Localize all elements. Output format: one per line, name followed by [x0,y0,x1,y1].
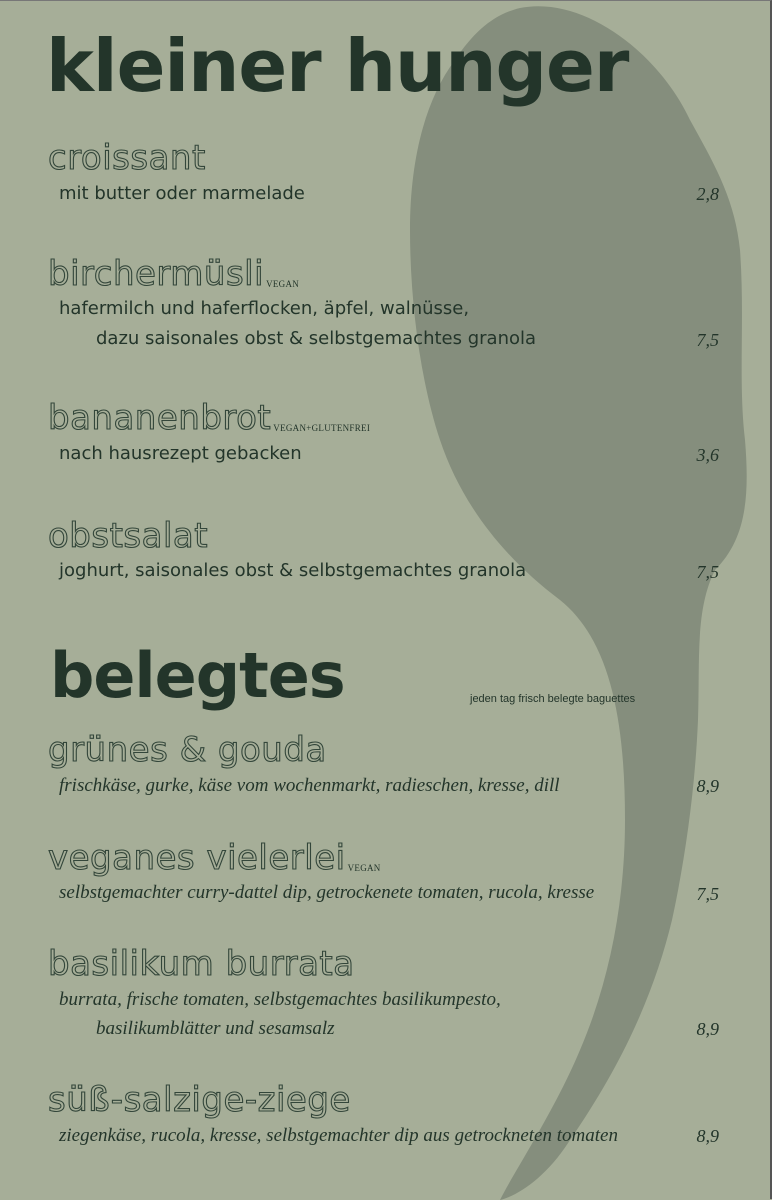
item-description-line-2: basilikumblätter und sesamsalz [96,1018,335,1039]
item-description: joghurt, saisonales obst & selbstgemachtes granola [59,560,527,581]
section-subtitle: jeden tag frisch belegte baguettes [470,693,636,705]
item-name: grünes & gouda [48,730,327,770]
item-price: 8,9 [696,1019,719,1039]
item-description: burrata, frische tomaten, selbstgemachtes basilikumpesto, [59,989,501,1010]
item-description: nach hausrezept gebacken [59,443,302,464]
item-price: 2,8 [696,184,719,204]
item-tag: VEGAN+GLUTENFREI [273,423,371,433]
item-name: veganes vielerlei VEGAN [48,838,381,878]
item-name: obstsalat [48,516,209,556]
item-name: bananenbrot VEGAN+GLUTENFREI [48,398,371,438]
item-description: frischkäse, gurke, käse vom wochenmarkt, radieschen, kresse, dill [59,775,560,796]
item-name: basilikum burrata [48,944,355,984]
item-description: hafermilch und haferflocken, äpfel, walnüsse, [59,298,470,319]
item-description: ziegenkäse, rucola, kresse, selbstgemachter dip aus getrockneten tomaten [59,1125,618,1146]
item-price: 7,5 [696,330,719,350]
item-price: 3,6 [696,445,719,465]
item-price: 7,5 [696,562,719,582]
item-price: 8,9 [696,776,719,796]
item-description-line-2: dazu saisonales obst & selbstgemachtes granola [96,328,537,349]
section-title-belegtes: belegtes [50,639,345,712]
item-price: 7,5 [696,884,719,904]
item-name: croissant [48,138,206,178]
item-name: süß-salzige-ziege [48,1080,351,1120]
item-name: birchermüsli VEGAN [48,254,300,294]
item-description: selbstgemachter curry-dattel dip, getrockenete tomaten, rucola, kresse [59,882,595,903]
item-tag: VEGAN [266,279,300,289]
item-description: mit butter oder marmelade [59,183,305,204]
item-tag: VEGAN [347,863,381,873]
item-price: 8,9 [696,1126,719,1146]
section-title-kleiner-hunger: kleiner hunger [46,24,629,108]
